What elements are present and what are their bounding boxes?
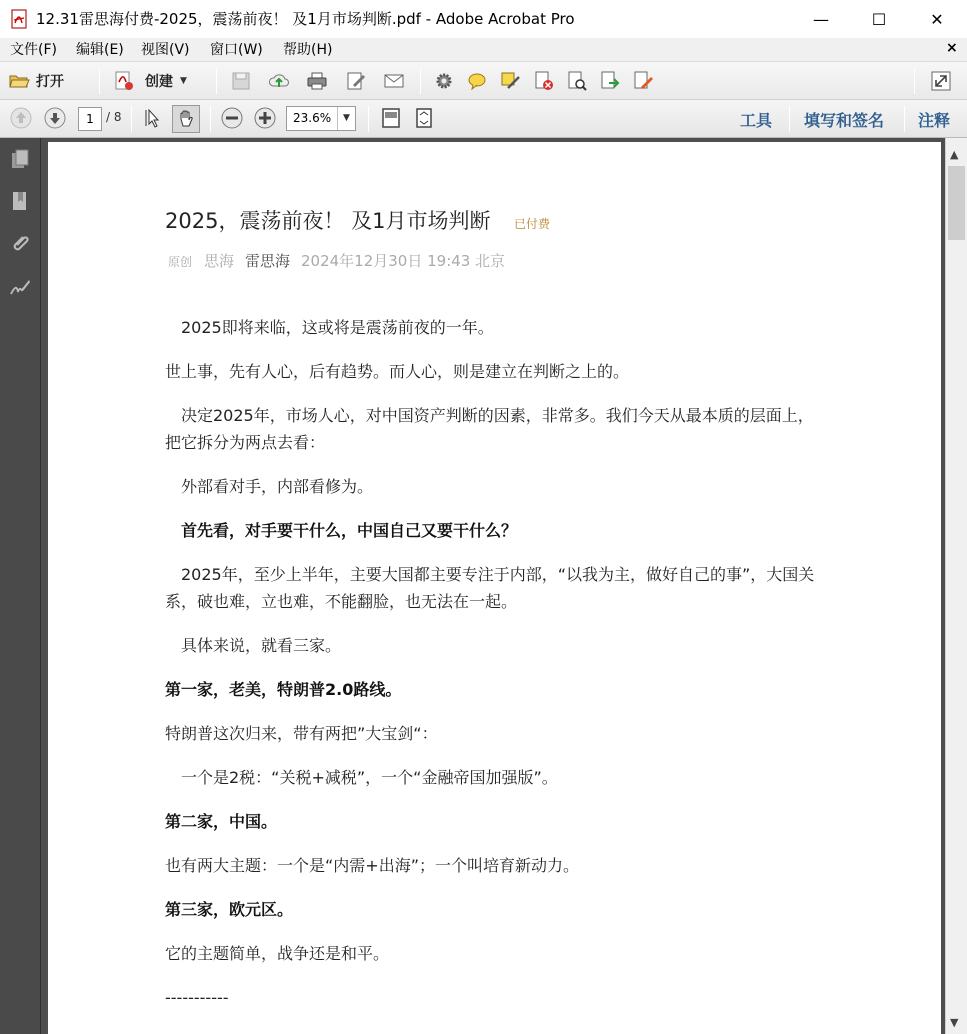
select-tool-button[interactable] [142, 107, 164, 129]
document-viewport[interactable] [41, 138, 945, 1034]
printer-icon [306, 70, 328, 92]
chevron-down-icon: ▼ [337, 107, 355, 130]
window-title: 12.31雷思海付费-2025，震荡前夜！ 及1月市场判断.pdf - Adobe Acrobat Pro [36, 10, 575, 28]
publish-date: 2024年12月30日 19:43 [301, 252, 471, 270]
page-search-icon [566, 70, 588, 92]
paragraph: 它的主题简单，战争还是和平。 [165, 944, 390, 963]
delete-page-button[interactable] [533, 70, 555, 92]
hand-tool-button[interactable] [172, 105, 200, 133]
toolbar-divider [99, 68, 100, 94]
fullscreen-button[interactable] [930, 70, 952, 92]
section-heading: 第三家，欧元区。 [165, 900, 294, 919]
signature-icon[interactable] [9, 276, 31, 298]
toolbar-divider [420, 68, 421, 94]
bookmark-icon[interactable] [9, 190, 31, 212]
page-export-icon [599, 70, 621, 92]
author-name: 雷思海 [245, 252, 291, 270]
next-page-button[interactable] [44, 107, 66, 129]
fill-sign-panel-link[interactable]: 填写和签名 [804, 111, 885, 130]
toolbar-divider [210, 106, 211, 132]
sign-button[interactable] [632, 70, 654, 92]
create-pdf-icon [113, 70, 135, 92]
envelope-icon [383, 70, 405, 92]
paragraph: 世上事，先有人心，后有趋势。而人心，则是建立在判断之上的。 [165, 362, 630, 381]
section-heading: 首先看，对手要干什么，中国自己又要干什么？ [165, 521, 518, 540]
vertical-scrollbar[interactable] [945, 138, 967, 1034]
hand-icon [175, 108, 197, 130]
toolbar-divider [216, 68, 217, 94]
zoom-in-button[interactable] [254, 107, 276, 129]
window-title-bar [0, 0, 967, 38]
original-tag: 原创 [168, 255, 193, 269]
pdf-page [48, 142, 941, 1034]
comment-panel-link[interactable]: 注释 [918, 111, 951, 130]
menu-bar [0, 38, 967, 62]
zoom-out-button[interactable] [221, 107, 243, 129]
arrow-down-icon [44, 107, 66, 129]
find-in-page-button[interactable] [566, 70, 588, 92]
menu-file[interactable]: 文件(F) [10, 42, 57, 58]
menu-help[interactable]: 帮助(H) [283, 42, 333, 58]
document-title: 2025，震荡前夜！ 及1月市场判断 [165, 209, 491, 233]
toolbar-divider [914, 68, 915, 94]
cursor-icon [142, 107, 164, 129]
fit-page-icon [380, 107, 402, 129]
print-button[interactable] [306, 70, 328, 92]
paragraph: 一个是2税：“关税+减税”，一个“金融帝国加强版”。 [165, 768, 558, 787]
speech-bubble-icon [466, 70, 488, 92]
scroll-down-icon[interactable]: ▼ [950, 1016, 959, 1029]
highlight-button[interactable] [499, 70, 521, 92]
page-delete-icon [533, 70, 555, 92]
paragraph: 外部看对手，内部看修为。 [165, 477, 374, 496]
toolbar-divider [789, 106, 790, 132]
paragraph: 特朗普这次归来，带有两把”大宝剑“： [165, 724, 438, 743]
paragraph: 决定2025年，市场人心，对中国资产判断的因素，非常多。我们今天从最本质的层面上，把它拆分为两点去看： [165, 406, 814, 452]
paragraph: 具体来说，就看三家。 [165, 636, 342, 655]
close-button[interactable]: ✕ [930, 9, 944, 29]
settings-button[interactable] [433, 70, 455, 92]
upload-button[interactable] [268, 70, 290, 92]
page-thumbnails-icon[interactable] [9, 148, 31, 170]
tools-panel-link[interactable]: 工具 [740, 111, 773, 130]
section-heading: 第一家，老美，特朗普2.0路线。 [165, 680, 402, 699]
comment-button[interactable] [466, 70, 488, 92]
previous-page-button[interactable] [10, 107, 32, 129]
paperclip-icon[interactable] [9, 232, 31, 254]
paragraph: 2025年，至少上半年，主要大国都主要专注于内部，“以我为主，做好自己的事”，大国关系，破也难，立也难，不能翻脸，也无法在一起。 [165, 565, 815, 611]
zoom-value: 23.6% [293, 111, 332, 125]
highlighter-icon [499, 70, 521, 92]
author-alias: 思海 [204, 252, 235, 270]
fit-width-icon [413, 107, 435, 129]
export-button[interactable] [599, 70, 621, 92]
page-sign-icon [632, 70, 654, 92]
open-button[interactable] [8, 69, 64, 93]
create-label: 创建 [145, 74, 173, 90]
fit-page-button[interactable] [380, 107, 402, 129]
cloud-upload-icon [268, 70, 290, 92]
save-icon [230, 70, 252, 92]
menu-view[interactable]: 视图(V) [141, 42, 190, 58]
close-document-button[interactable]: × [946, 40, 958, 56]
folder-open-icon [8, 70, 30, 92]
navigation-pane [0, 138, 41, 1034]
save-button[interactable] [230, 70, 252, 92]
paragraph: 2025即将来临，这或将是震荡前夜的一年。 [165, 318, 494, 337]
open-label: 打开 [36, 74, 64, 90]
paid-badge: 已付费 [514, 217, 551, 231]
edit-page-icon [345, 70, 367, 92]
divider-text: ----------- [165, 988, 229, 1007]
arrow-up-icon [10, 107, 32, 129]
edit-document-button[interactable] [345, 70, 367, 92]
create-button[interactable] [113, 69, 187, 93]
minimize-button[interactable]: — [813, 9, 829, 29]
fit-width-button[interactable] [413, 107, 435, 129]
toolbar-divider [368, 106, 369, 132]
page-number-input[interactable]: 1 [78, 107, 102, 131]
expand-icon [930, 70, 952, 92]
zoom-select[interactable] [286, 106, 356, 131]
main-toolbar [0, 62, 967, 100]
chevron-down-icon: ▼ [180, 76, 187, 86]
pdf-file-icon [10, 9, 30, 29]
gear-icon [433, 70, 455, 92]
scroll-up-icon[interactable]: ▲ [950, 148, 959, 161]
publish-location: 北京 [475, 252, 506, 270]
menu-edit[interactable]: 编辑(E) [76, 42, 124, 58]
menu-window[interactable]: 窗口(W) [210, 42, 263, 58]
scrollbar-thumb[interactable] [948, 166, 965, 240]
section-heading: 第二家，中国。 [165, 812, 278, 831]
maximize-button[interactable]: ☐ [871, 9, 887, 29]
page-total: / 8 [106, 110, 122, 124]
paragraph: 也有两大主题：一个是“内需+出海”；一个叫培育新动力。 [165, 856, 579, 875]
plus-circle-icon [254, 107, 276, 129]
toolbar-divider [131, 106, 132, 132]
minus-circle-icon [221, 107, 243, 129]
email-button[interactable] [383, 70, 405, 92]
toolbar-divider [904, 106, 905, 132]
